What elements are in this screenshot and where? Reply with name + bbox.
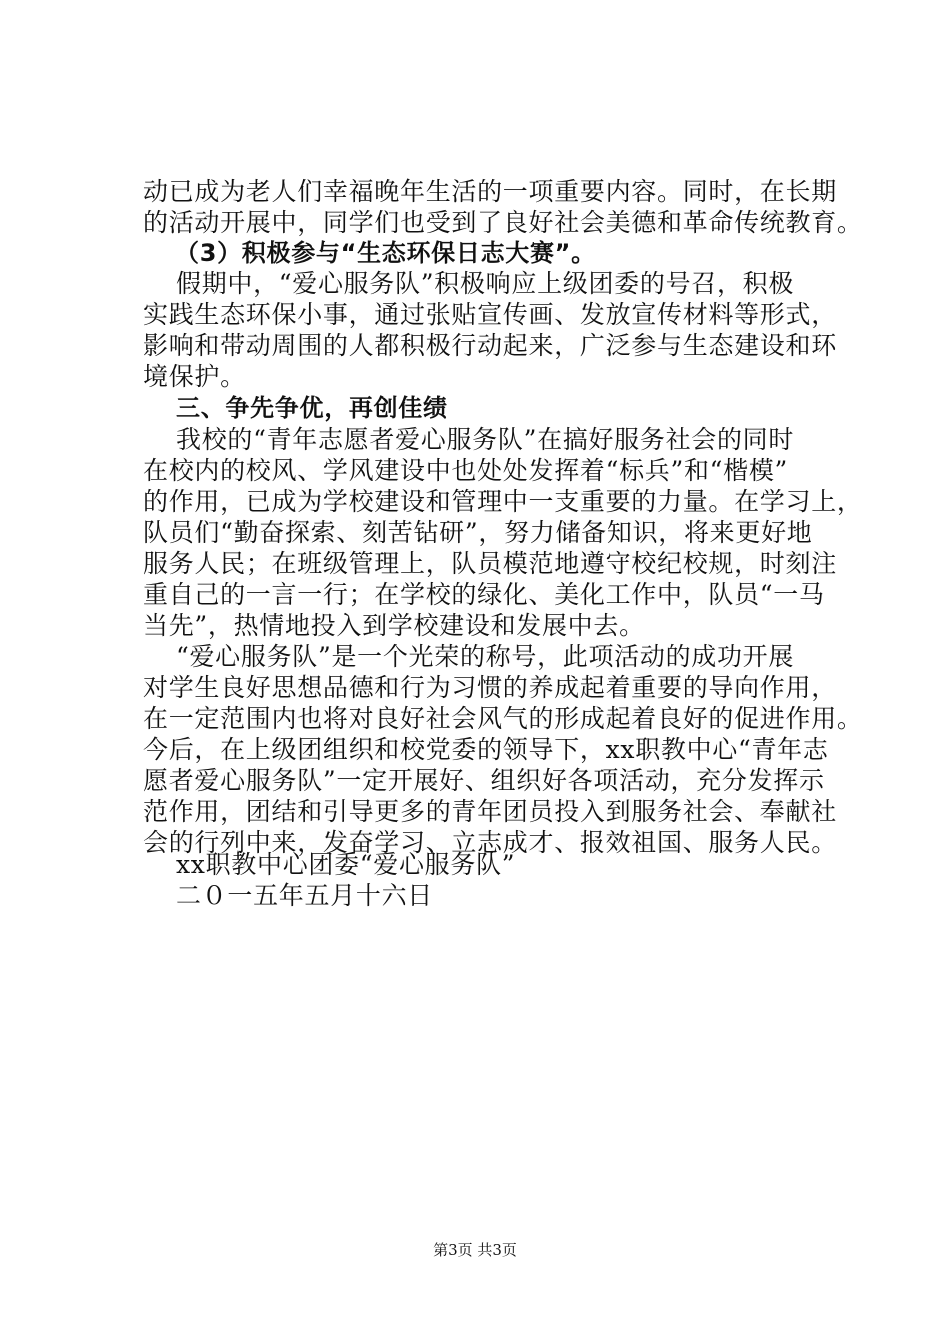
body-line: 境保护。 xyxy=(143,362,246,391)
body-line: 影响和带动周围的人都积极行动起来，广泛参与生态建设和环 xyxy=(143,331,837,360)
body-line: 服务人民；在班级管理上，队员模范地遵守校纪校规，时刻注 xyxy=(143,549,837,578)
body-line: 会的行列中来，发奋学习、立志成才、报效祖国、服务人民。 xyxy=(143,828,837,857)
body-line: 愿者爱心服务队”一定开展好、组织好各项活动，充分发挥示 xyxy=(143,766,825,795)
body-line: 范作用，团结和引导更多的青年团员投入到服务社会、奉献社 xyxy=(143,797,837,826)
body-line: 的活动开展中，同学们也受到了良好社会美德和革命传统教育。 xyxy=(143,208,863,237)
body-line: “爱心服务队”是一个光荣的称号，此项活动的成功开展 xyxy=(176,642,795,671)
body-line: 实践生态环保小事，通过张贴宣传画、发放宣传材料等形式， xyxy=(143,300,837,329)
body-line: 假期中，“爱心服务队”积极响应上级团委的号召，积极 xyxy=(176,269,795,298)
body-line: 动已成为老人们幸福晚年生活的一项重要内容。同时，在长期 xyxy=(143,177,837,206)
signature-org: xx职教中心团委“爱心服务队” xyxy=(176,850,516,879)
body-line: 在一定范围内也将对良好社会风气的形成起着良好的促进作用。 xyxy=(143,704,863,733)
page-footer: 第3页 共3页 xyxy=(433,1241,517,1259)
body-line: 的作用，已成为学校建设和管理中一支重要的力量。在学习上， xyxy=(143,487,863,516)
body-line: 当先”，热情地投入到学校建设和发展中去。 xyxy=(143,611,645,640)
section-heading: 三、争先争优，再创佳绩 xyxy=(176,394,448,422)
subsection-heading: （3）积极参与“生态环保日志大赛”。 xyxy=(175,239,596,267)
signature-date: 二０一五年五月十六日 xyxy=(176,881,434,910)
body-line: 今后，在上级团组织和校党委的领导下，xx职教中心“青年志 xyxy=(143,735,829,764)
body-line: 对学生良好思想品德和行为习惯的养成起着重要的导向作用， xyxy=(143,673,837,702)
body-line: 重自己的一言一行；在学校的绿化、美化工作中，队员“一马 xyxy=(143,580,825,609)
body-line: 在校内的校风、学风建设中也处处发挥着“标兵”和“楷模” xyxy=(143,456,789,485)
body-line: 我校的“青年志愿者爱心服务队”在搞好服务社会的同时 xyxy=(176,425,795,454)
body-line: 队员们“勤奋探索、刻苦钻研”，努力储备知识，将来更好地 xyxy=(143,518,813,547)
